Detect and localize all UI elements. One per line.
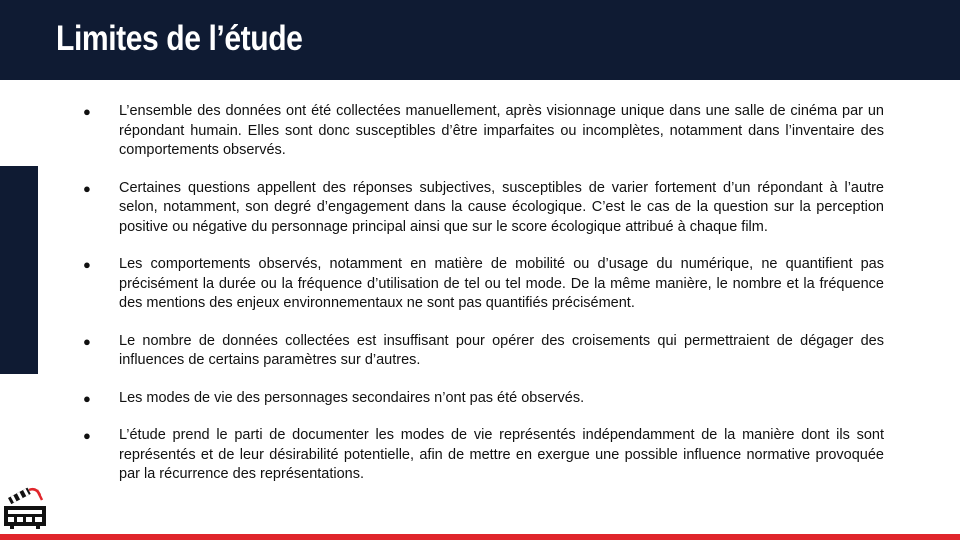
bullet-text: Les comportements observés, notamment en matière de mobilité ou d’usage du numérique, ne quantifient pas précisément la durée ou la fréquence d’utilisation de tel ou tel mode. De la même manière, le nombre et la fréquence des mentions des enjeux environnementaux ne sont pas quantifiés précisément. [119,256,884,311]
bullet-text: Le nombre de données collectées est insuffisant pour opérer des croisements qui permettraient de dégager des influences de certains paramètres sur d’autres. [119,332,884,368]
bullet-text: Certaines questions appellent des réponses subjectives, susceptibles de varier fortement d’un répondant à l’autre selon, notamment, son degré d’engagement dans la cause écologique. C’est le cas de la question sur la perception positive ou négative du personnage principal ainsi que sur le score écologique attribué à chaque film. [119,179,884,235]
bullet-icon: ● [83,333,91,349]
bullet-text: L’ensemble des données ont été collectées manuellement, après visionnage unique dans une salle de cinéma par un répondant humain. Elles sont donc susceptibles d’être imparfaites ou incomplètes, notamment dans l’inventaire des comportements observés. [119,103,884,158]
bullet-item [80,389,884,409]
bullet-text: L’étude prend le parti de documenter les modes de vie représentés indépendamment de la manière dont ils sont représentés et de leur désirabilité potentielle, afin de mettre en exergue une possible influence normative provoquée par la récurrence des représentations. [119,427,884,482]
bullet-icon: ● [83,257,91,272]
bullet-item [80,102,884,161]
bullet-icon: ● [83,428,91,443]
bottom-accent-bar [0,534,960,540]
side-accent-bar [0,166,38,374]
bullet-icon: ● [83,104,91,119]
bullet-icon: ● [83,180,91,196]
cinema-logo-icon [2,484,48,530]
cinema-logo-graphic [2,484,48,530]
bullet-list [80,102,884,485]
bullet-icon: ● [83,390,91,406]
slide-content [80,102,884,503]
title-banner [0,0,960,80]
bullet-item [80,179,884,238]
bullet-text: Les modes de vie des personnages secondaires n’ont pas été observés. [119,389,585,406]
bullet-item [80,332,884,371]
slide-title: Limites de l’étude [56,19,303,58]
bullet-item [80,255,884,314]
bullet-item [80,426,884,485]
